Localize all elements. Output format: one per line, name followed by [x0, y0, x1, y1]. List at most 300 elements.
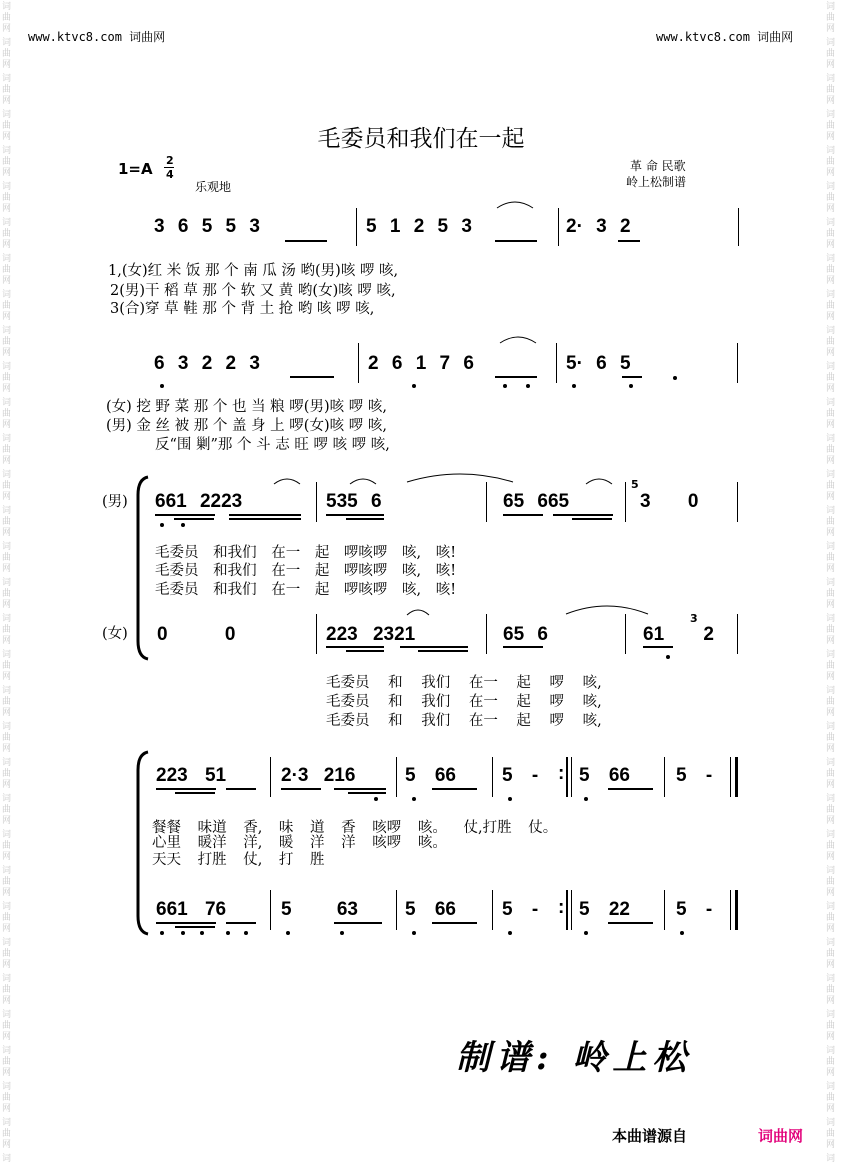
watermark-glyph: 网 — [826, 960, 836, 970]
song-title: 毛委员和我们在一起 — [317, 126, 525, 152]
male-measure-3: 65 665 — [503, 491, 570, 512]
watermark-glyph: 词 — [2, 938, 12, 948]
measure-2-1: 6 3 2 2 3 — [154, 353, 260, 374]
low-octave-dot — [412, 384, 416, 388]
beam — [503, 646, 543, 648]
watermark-glyph: 网 — [826, 312, 836, 322]
female-measure-1: 0 0 — [157, 624, 236, 645]
time-signature-bottom: 4 — [166, 168, 174, 181]
upper-measure-5: 5 66 — [579, 765, 630, 786]
watermark-glyph: 网 — [2, 420, 12, 430]
system-brace — [136, 750, 152, 936]
watermark-glyph: 网 — [2, 1140, 12, 1150]
watermark-glyph: 词 — [826, 146, 836, 156]
watermark-glyph: 词 — [2, 542, 12, 552]
beam — [226, 922, 256, 924]
watermark-glyph: 网 — [2, 708, 12, 718]
watermark-glyph: 网 — [2, 960, 12, 970]
low-octave-dot — [244, 931, 248, 935]
barline — [492, 890, 493, 930]
male-lyric-2: 毛委员 和我们 在一 起 啰咳啰 咳, 咳! — [155, 563, 457, 579]
watermark-glyph: 网 — [2, 1104, 12, 1114]
lower-measure-3: 5 66 — [405, 899, 456, 920]
watermark-glyph: 词 — [826, 938, 836, 948]
beam — [432, 922, 477, 924]
watermark-glyph: 网 — [826, 888, 836, 898]
measure-1-2: 5 1 2 5 3 — [366, 216, 472, 237]
male-grace-note: 5 — [631, 478, 639, 491]
beam — [226, 788, 256, 790]
beam — [285, 240, 327, 242]
beam — [495, 240, 537, 242]
arranger-signature: 制谱: 岭上松 — [456, 1038, 693, 1078]
beam — [643, 646, 673, 648]
watermark-glyph: 词 — [2, 146, 12, 156]
female-lyric-3: 毛委员 和 我们 在一 起 啰 咳, — [326, 713, 602, 729]
barline — [664, 757, 665, 797]
watermark-glyph: 曲 — [826, 409, 836, 419]
footer-brand-link[interactable]: 词曲网 — [758, 1127, 804, 1145]
watermark-glyph: 网 — [2, 132, 12, 142]
barline — [737, 614, 738, 654]
watermark-glyph: 词 — [2, 1046, 12, 1056]
watermark-glyph: 网 — [826, 744, 836, 754]
watermark-glyph: 网 — [2, 456, 12, 466]
system-brace — [136, 475, 152, 661]
lyric-4-2: 心里 暖洋 洋, 暖 洋 洋 咳啰 咳。 — [152, 835, 447, 851]
watermark-glyph: 曲 — [2, 157, 12, 167]
watermark-glyph: 曲 — [2, 913, 12, 923]
watermark-glyph: 曲 — [826, 877, 836, 887]
watermark-glyph: 词 — [2, 902, 12, 912]
watermark-glyph: 网 — [2, 24, 12, 34]
slur — [584, 474, 614, 486]
watermark-glyph: 词 — [826, 1046, 836, 1056]
watermark-glyph: 曲 — [2, 409, 12, 419]
watermark-glyph: 词 — [826, 794, 836, 804]
watermark-glyph: 曲 — [826, 661, 836, 671]
watermark-glyph: 词 — [826, 362, 836, 372]
watermark-glyph: 词 — [2, 758, 12, 768]
watermark-glyph: 曲 — [2, 121, 12, 131]
watermark-glyph: 词 — [826, 218, 836, 228]
beam — [334, 788, 386, 790]
watermark-glyph: 曲 — [2, 625, 12, 635]
watermark-glyph: 网 — [826, 528, 836, 538]
watermark-glyph: 词 — [826, 74, 836, 84]
beam — [348, 792, 386, 794]
watermark-glyph: 词 — [2, 434, 12, 444]
measure-1-3: 2· 3 2 — [566, 216, 631, 237]
watermark-glyph: 网 — [2, 204, 12, 214]
watermark-glyph: 词 — [826, 38, 836, 48]
watermark-glyph: 词 — [2, 1154, 12, 1164]
watermark-glyph: 词 — [2, 614, 12, 624]
slur — [272, 474, 302, 486]
watermark-glyph: 曲 — [826, 1021, 836, 1031]
barline — [738, 208, 739, 246]
beam — [229, 514, 301, 516]
low-octave-dot — [181, 523, 185, 527]
watermark-glyph: 曲 — [826, 193, 836, 203]
lyric-2-2: (男) 金 丝 被 那 个 盖 身 上 啰(女)咳 啰 咳, — [106, 418, 387, 434]
barline — [316, 482, 317, 522]
barline — [270, 890, 271, 930]
watermark-glyph: 网 — [2, 780, 12, 790]
barline — [737, 343, 738, 383]
watermark-glyph: 网 — [826, 96, 836, 106]
low-octave-dot — [503, 384, 507, 388]
beam — [618, 240, 640, 242]
watermark-glyph: 曲 — [826, 1057, 836, 1067]
watermark-glyph: 词 — [826, 1010, 836, 1020]
watermark-glyph: 词 — [826, 254, 836, 264]
watermark-glyph: 曲 — [826, 301, 836, 311]
watermark-glyph: 词 — [2, 830, 12, 840]
watermark-glyph: 词 — [826, 1118, 836, 1128]
barline — [571, 757, 572, 797]
female-grace-note: 3 — [690, 612, 698, 625]
watermark-glyph: 网 — [2, 672, 12, 682]
watermark-glyph: 曲 — [826, 1129, 836, 1139]
barline — [730, 890, 731, 930]
watermark-glyph: 词 — [826, 686, 836, 696]
left-watermark-strip — [0, 0, 18, 1171]
watermark-glyph: 词 — [2, 686, 12, 696]
low-octave-dot — [666, 655, 670, 659]
low-octave-dot — [160, 384, 164, 388]
watermark-glyph: 网 — [826, 276, 836, 286]
watermark-glyph: 网 — [826, 420, 836, 430]
watermark-glyph: 词 — [2, 182, 12, 192]
watermark-glyph: 曲 — [826, 229, 836, 239]
watermark-glyph: 曲 — [826, 769, 836, 779]
low-octave-dot — [572, 384, 576, 388]
watermark-glyph: 词 — [826, 722, 836, 732]
beam — [334, 922, 382, 924]
watermark-glyph: 网 — [826, 708, 836, 718]
barline — [270, 757, 271, 797]
barline — [358, 343, 359, 383]
watermark-glyph: 曲 — [2, 445, 12, 455]
low-octave-dot — [526, 384, 530, 388]
low-octave-dot — [200, 931, 204, 935]
low-octave-dot — [508, 797, 512, 801]
male-measure-4: 3 0 — [640, 491, 699, 512]
watermark-glyph: 曲 — [2, 13, 12, 23]
slur — [495, 198, 535, 210]
watermark-glyph: 网 — [2, 60, 12, 70]
tempo-marking: 乐观地 — [195, 180, 232, 194]
beam — [155, 514, 215, 516]
watermark-glyph: 词 — [826, 290, 836, 300]
watermark-glyph: 网 — [2, 816, 12, 826]
watermark-glyph: 词 — [826, 650, 836, 660]
repeat-barline — [566, 890, 568, 930]
watermark-glyph: 曲 — [826, 13, 836, 23]
low-octave-dot — [226, 931, 230, 935]
low-octave-dot — [680, 931, 684, 935]
barline — [396, 757, 397, 797]
watermark-glyph: 网 — [826, 564, 836, 574]
watermark-glyph: 网 — [2, 492, 12, 502]
beam — [346, 518, 384, 520]
lyric-1-1: 1,(女)红 米 饭 那 个 南 瓜 汤 哟(男)咳 啰 咳, — [108, 263, 399, 279]
low-octave-dot — [412, 797, 416, 801]
measure-2-2: 2 6 1 7 6 — [368, 353, 474, 374]
lyric-1-3: 3(合)穿 草 鞋 那 个 背 土 抢 哟 咳 啰 咳, — [110, 301, 375, 317]
watermark-glyph: 曲 — [2, 481, 12, 491]
barline — [737, 482, 738, 522]
watermark-glyph: 曲 — [2, 337, 12, 347]
watermark-glyph: 曲 — [826, 49, 836, 59]
low-octave-dot — [673, 376, 677, 380]
low-octave-dot — [160, 931, 164, 935]
watermark-glyph: 词 — [826, 614, 836, 624]
watermark-glyph: 网 — [2, 996, 12, 1006]
watermark-glyph: 曲 — [826, 553, 836, 563]
time-signature-top: 2 — [166, 154, 174, 167]
watermark-glyph: 曲 — [2, 1093, 12, 1103]
lyric-4-3: 天天 打胜 仗, 打 胜 — [152, 852, 325, 868]
beam — [326, 514, 384, 516]
watermark-glyph: 词 — [2, 722, 12, 732]
lyric-1-2: 2(男)干 稻 草 那 个 软 又 黄 哟(女)咳 啰 咳, — [110, 283, 396, 299]
beam — [290, 376, 334, 378]
watermark-glyph: 词 — [826, 434, 836, 444]
watermark-glyph: 曲 — [826, 625, 836, 635]
barline — [396, 890, 397, 930]
beam — [229, 518, 301, 520]
beam — [156, 788, 216, 790]
watermark-glyph: 曲 — [2, 1057, 12, 1067]
watermark-glyph: 曲 — [826, 121, 836, 131]
watermark-glyph: 曲 — [2, 877, 12, 887]
watermark-glyph: 曲 — [2, 373, 12, 383]
watermark-glyph: 曲 — [826, 517, 836, 527]
watermark-glyph: 词 — [2, 1010, 12, 1020]
repeat-colon: : — [558, 763, 565, 784]
watermark-glyph: 词 — [826, 470, 836, 480]
watermark-glyph: 曲 — [826, 733, 836, 743]
barline — [316, 614, 317, 654]
watermark-glyph: 词 — [826, 2, 836, 12]
watermark-glyph: 网 — [2, 852, 12, 862]
lower-measure-2: 5 63 — [281, 899, 358, 920]
lyric-2-3: 反“围 剿”那 个 斗 志 旺 啰 咳 啰 咳, — [155, 437, 390, 453]
male-measure-1: 661 2223 — [155, 491, 243, 512]
watermark-glyph: 曲 — [826, 1093, 836, 1103]
watermark-glyph: 网 — [2, 276, 12, 286]
watermark-glyph: 曲 — [826, 841, 836, 851]
lower-measure-5: 5 22 — [579, 899, 630, 920]
lyric-2-1: (女) 挖 野 菜 那 个 也 当 粮 啰(男)咳 啰 咳, — [106, 399, 387, 415]
low-octave-dot — [412, 931, 416, 935]
beam — [156, 922, 216, 924]
watermark-glyph: 曲 — [2, 733, 12, 743]
watermark-glyph: 网 — [826, 672, 836, 682]
watermark-glyph: 曲 — [2, 841, 12, 851]
watermark-glyph: 曲 — [2, 949, 12, 959]
watermark-glyph: 词 — [2, 398, 12, 408]
beam — [174, 518, 214, 520]
beam — [432, 788, 477, 790]
final-barline — [735, 757, 738, 797]
watermark-glyph: 网 — [826, 384, 836, 394]
watermark-glyph: 词 — [826, 866, 836, 876]
tie — [405, 470, 515, 484]
beam — [175, 926, 215, 928]
female-measure-4: 61 2 — [643, 624, 714, 645]
watermark-glyph: 网 — [2, 924, 12, 934]
watermark-glyph: 词 — [2, 794, 12, 804]
upper-measure-3: 5 66 — [405, 765, 456, 786]
beam — [608, 788, 653, 790]
watermark-glyph: 网 — [826, 600, 836, 610]
upper-measure-2: 2·3 216 — [281, 765, 356, 786]
watermark-glyph: 曲 — [2, 49, 12, 59]
male-lyric-1: 毛委员 和我们 在一 起 啰咳啰 咳, 咳! — [155, 545, 457, 561]
watermark-glyph: 网 — [826, 240, 836, 250]
low-octave-dot — [340, 931, 344, 935]
watermark-glyph: 曲 — [2, 1129, 12, 1139]
watermark-glyph: 网 — [826, 1068, 836, 1078]
watermark-glyph: 曲 — [2, 301, 12, 311]
watermark-glyph: 词 — [2, 578, 12, 588]
repeat-colon: : — [558, 897, 565, 918]
low-octave-dot — [374, 797, 378, 801]
watermark-glyph: 网 — [2, 564, 12, 574]
watermark-glyph: 网 — [2, 744, 12, 754]
watermark-glyph: 曲 — [826, 805, 836, 815]
barline — [558, 208, 559, 246]
watermark-glyph: 网 — [826, 60, 836, 70]
beam — [346, 650, 384, 652]
watermark-glyph: 词 — [2, 38, 12, 48]
watermark-glyph: 词 — [2, 218, 12, 228]
watermark-glyph: 词 — [2, 290, 12, 300]
watermark-glyph: 网 — [826, 780, 836, 790]
watermark-glyph: 曲 — [2, 697, 12, 707]
watermark-glyph: 曲 — [826, 157, 836, 167]
watermark-glyph: 词 — [2, 650, 12, 660]
slur — [348, 474, 378, 486]
beam — [503, 514, 543, 516]
watermark-glyph: 网 — [2, 888, 12, 898]
watermark-glyph: 词 — [2, 1082, 12, 1092]
footer-source: 本曲谱源自 — [612, 1127, 688, 1145]
beam — [553, 514, 613, 516]
low-octave-dot — [584, 797, 588, 801]
watermark-glyph: 网 — [2, 384, 12, 394]
watermark-glyph: 网 — [826, 24, 836, 34]
low-octave-dot — [160, 523, 164, 527]
barline — [356, 208, 357, 246]
watermark-glyph: 词 — [2, 110, 12, 120]
watermark-glyph: 曲 — [2, 193, 12, 203]
watermark-glyph: 词 — [2, 2, 12, 12]
watermark-glyph: 网 — [2, 1032, 12, 1042]
watermark-glyph: 网 — [2, 600, 12, 610]
right-watermark-strip — [824, 0, 842, 1171]
watermark-glyph: 网 — [826, 852, 836, 862]
watermark-glyph: 曲 — [826, 445, 836, 455]
female-measure-2: 223 2321 — [326, 624, 416, 645]
watermark-glyph: 网 — [826, 204, 836, 214]
lyric-4-1: 餐餐 味道 香, 味 道 香 咳啰 咳。 仗,打胜 仗。 — [152, 820, 558, 836]
watermark-glyph: 词 — [826, 902, 836, 912]
watermark-glyph: 曲 — [2, 553, 12, 563]
watermark-glyph: 曲 — [2, 589, 12, 599]
lower-measure-4: 5 - — [502, 899, 539, 920]
watermark-glyph: 词 — [826, 182, 836, 192]
watermark-glyph: 曲 — [2, 805, 12, 815]
watermark-glyph: 词 — [2, 506, 12, 516]
beam — [622, 376, 642, 378]
watermark-glyph: 词 — [2, 974, 12, 984]
low-octave-dot — [286, 931, 290, 935]
barline — [625, 614, 626, 654]
watermark-glyph: 网 — [2, 348, 12, 358]
watermark-glyph: 网 — [826, 348, 836, 358]
low-octave-dot — [629, 384, 633, 388]
upper-measure-1: 223 51 — [156, 765, 227, 786]
header-url-right[interactable]: www.ktvc8.com 词曲网 — [656, 30, 794, 44]
lower-measure-1: 661 76 — [156, 899, 227, 920]
watermark-glyph: 曲 — [826, 697, 836, 707]
watermark-glyph: 词 — [826, 1082, 836, 1092]
watermark-glyph: 网 — [826, 456, 836, 466]
watermark-glyph: 词 — [826, 974, 836, 984]
header-url-left[interactable]: www.ktvc8.com 词曲网 — [28, 30, 166, 44]
watermark-glyph: 词 — [826, 326, 836, 336]
watermark-glyph: 网 — [826, 1104, 836, 1114]
watermark-glyph: 网 — [2, 528, 12, 538]
watermark-glyph: 词 — [826, 110, 836, 120]
watermark-glyph: 词 — [826, 542, 836, 552]
watermark-glyph: 词 — [2, 1118, 12, 1128]
watermark-glyph: 曲 — [826, 913, 836, 923]
beam — [326, 646, 384, 648]
watermark-glyph: 网 — [826, 1032, 836, 1042]
male-label: (男) — [102, 494, 128, 510]
low-octave-dot — [181, 931, 185, 935]
watermark-glyph: 网 — [826, 168, 836, 178]
measure-1-1: 3 6 5 5 3 — [154, 216, 260, 237]
watermark-glyph: 网 — [826, 996, 836, 1006]
watermark-glyph: 曲 — [2, 661, 12, 671]
watermark-glyph: 曲 — [826, 949, 836, 959]
barline — [625, 482, 626, 522]
watermark-glyph: 曲 — [826, 85, 836, 95]
repeat-barline — [566, 757, 568, 797]
upper-measure-6: 5 - — [676, 765, 713, 786]
watermark-glyph: 词 — [2, 470, 12, 480]
watermark-glyph: 网 — [2, 312, 12, 322]
watermark-glyph: 网 — [826, 924, 836, 934]
watermark-glyph: 曲 — [2, 229, 12, 239]
barline — [486, 482, 487, 522]
beam — [175, 792, 215, 794]
watermark-glyph: 词 — [826, 506, 836, 516]
watermark-glyph: 词 — [826, 830, 836, 840]
measure-2-3: 5· 6 5 — [566, 353, 631, 374]
tie — [564, 602, 650, 616]
barline — [556, 343, 557, 383]
watermark-glyph: 网 — [826, 636, 836, 646]
watermark-glyph: 词 — [826, 1154, 836, 1164]
beam — [281, 788, 321, 790]
